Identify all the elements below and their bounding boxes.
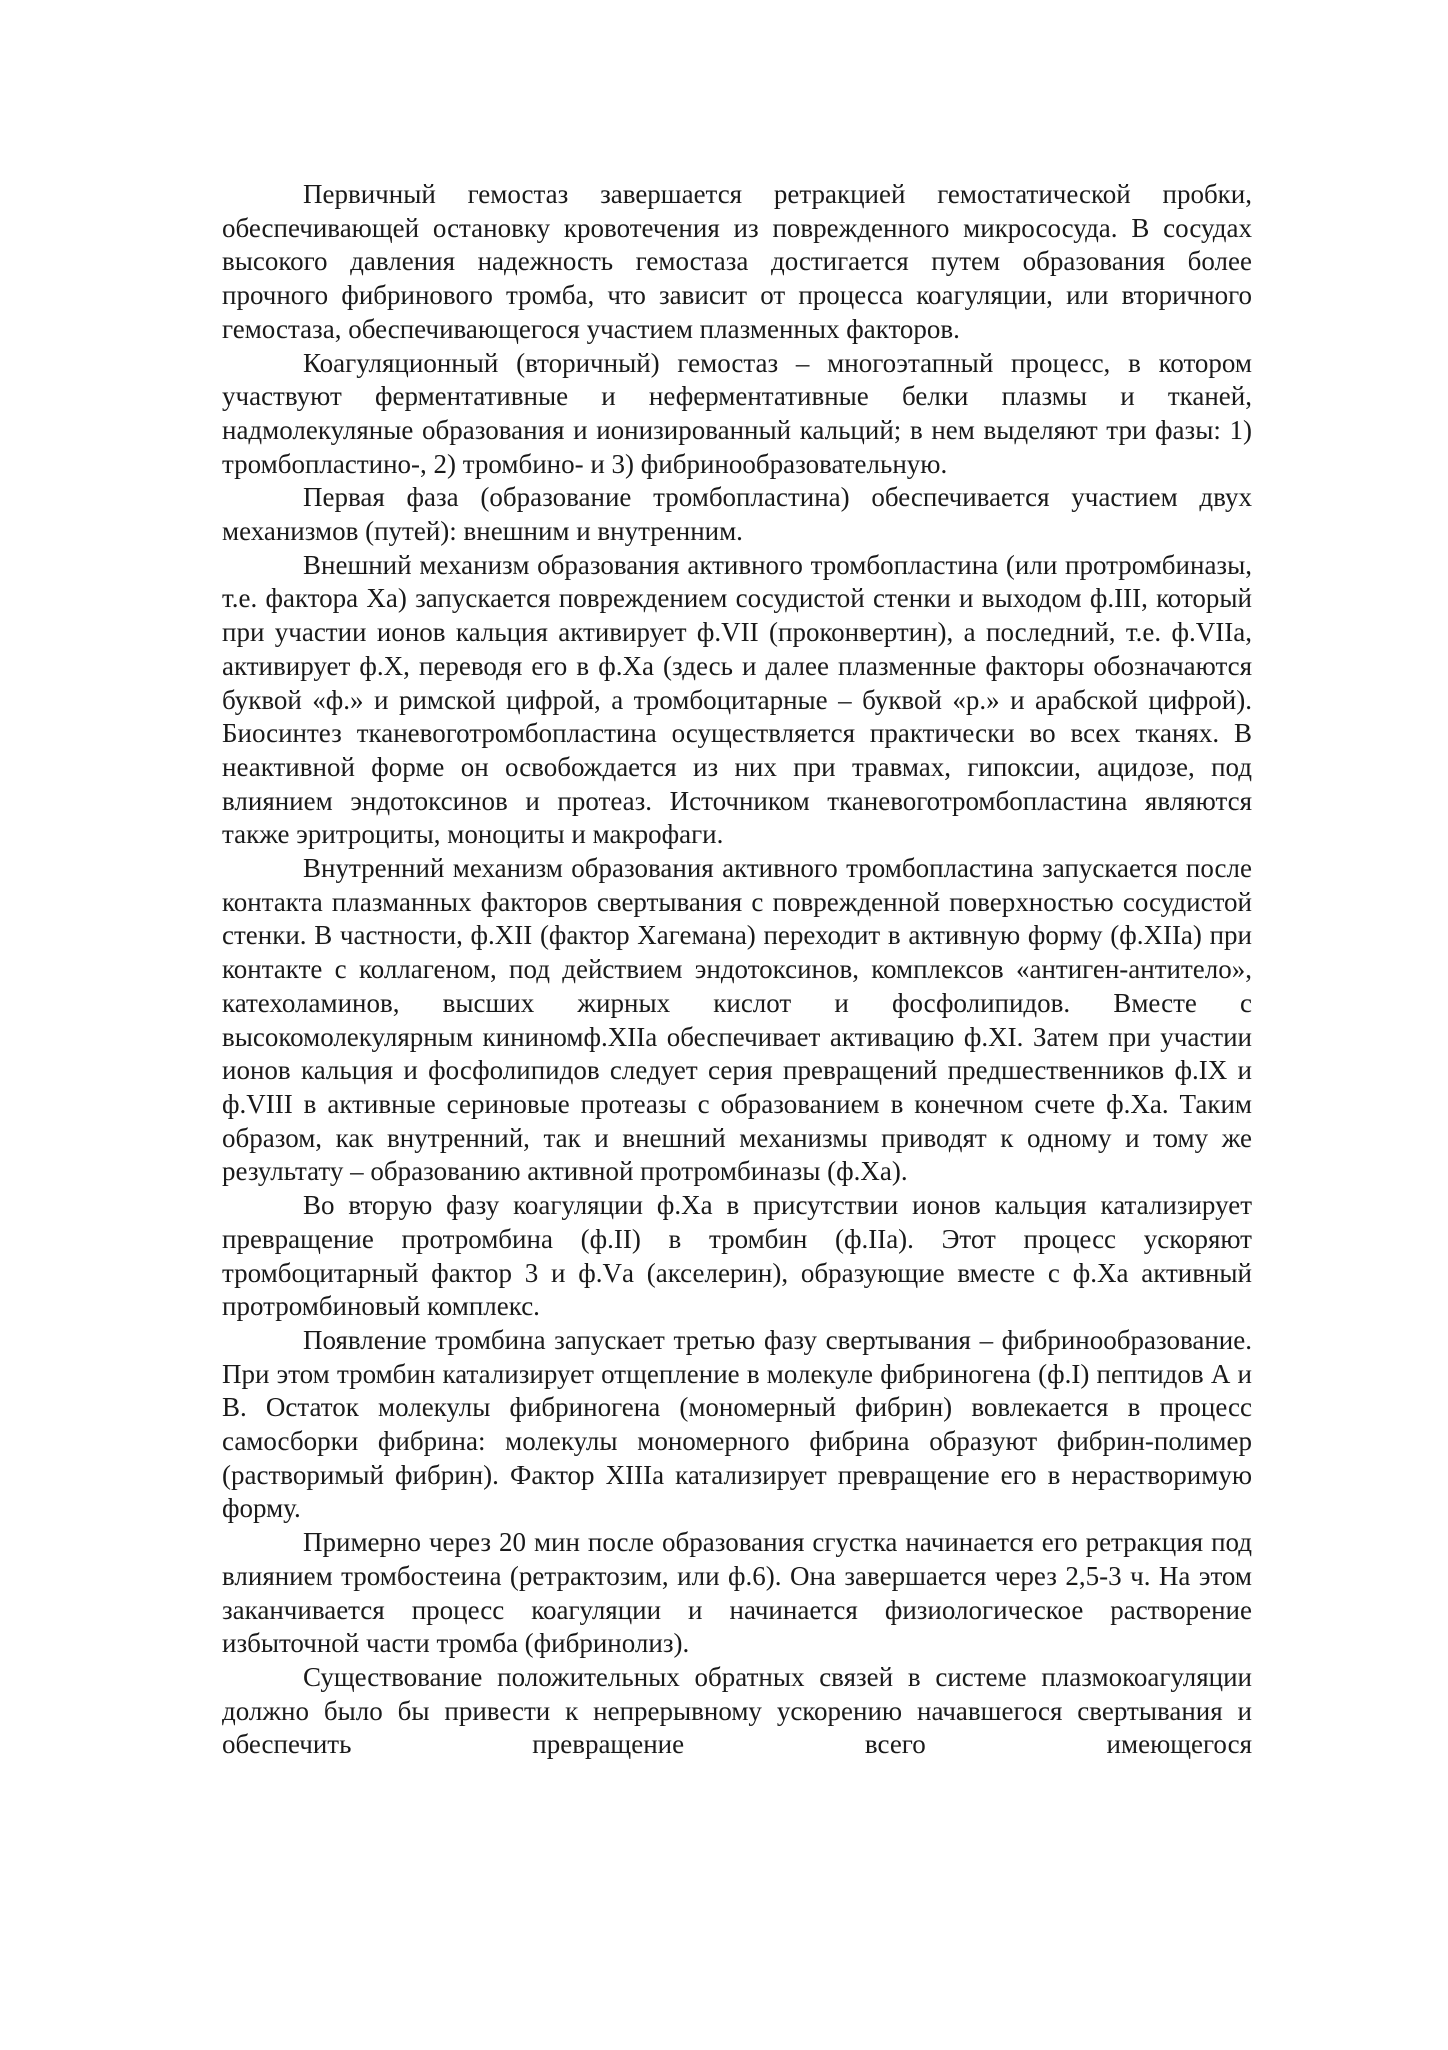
paragraph-internal-mechanism: Внутренний механизм образования активного тромбопластина запускается после контакта плазманных факторов свертывания с поврежденной поверхностью сосудистой стенки. В частности, ф.XII (фактор Хагемана) переходит в активную форму (ф.XIIа) при контакте с коллагеном, под действием эндотоксинов, комплексов «антиген-антитело», катехоламинов, высших жирных кислот и фосфолипидов. Вместе с высокомолекулярным кининомф.XIIа обеспечивает активацию ф.XI. Затем при участии ионов кальция и фосфолипидов следует серия превращений предшественников ф.IX и ф.VIII в активные сериновые протеазы с образованием в конечном счете ф.Ха. Таким образом, как внутренний, так и внешний механизмы приводят к одному и тому же результату – образованию активной протромбиназы (ф.Ха). bbox=[222, 853, 1252, 1187]
paragraph-coagulation-hemostasis: Коагуляционный (вторичный) гемостаз – многоэтапный процесс, в котором участвуют ферментативные и неферментативные белки плазмы и тканей, надмолекуляные образования и ионизированный кальций; в нем выделяют три фазы: 1) тромбопластино-, 2) тромбино- и 3) фибринообразовательную. bbox=[222, 347, 1252, 479]
document-body bbox=[222, 178, 1252, 1762]
paragraph-primary-hemostasis: Первичный гемостаз завершается ретракцией гемостатической пробки, обеспечивающей остановку кровотечения из поврежденного микрососуда. В сосудах высокого давления надежность гемостаза достигается путем образования более прочного фибринового тромба, что зависит от процесса коагуляции, или вторичного гемостаза, обеспечивающегося участием плазменных факторов. bbox=[222, 179, 1252, 344]
paragraph-external-mechanism: Внешний механизм образования активного тромбопластина (или протромбиназы, т.е. фактора Ха) запускается повреждением сосудистой стенки и выходом ф.III, который при участии ионов кальция активирует ф.VII (проконвертин), а последний, т.е. ф.VIIа, активирует ф.Х, переводя его в ф.Ха (здесь и далее плазменные факторы обозначаются буквой «ф.» и римской цифрой, а тромбоцитарные – буквой «р.» и арабской цифрой). Биосинтез тканевоготромбопластина осуществляется практически во всех тканях. В неактивной форме он освобождается из них при травмах, гипоксии, ацидозе, под влиянием эндотоксинов и протеаз. Источником тканевоготромбопластина являются также эритроциты, моноциты и макрофаги. bbox=[222, 549, 1252, 850]
paragraph-retraction: Примерно через 20 мин после образования сгустка начинается его ретракция под влиянием тромбостеина (ретрактозим, или ф.6). Она завершается через 2,5-3 ч. На этом заканчивается процесс коагуляции и начинается физиологическое растворение избыточной части тромба (фибринолиз). bbox=[222, 1527, 1252, 1659]
paragraph-third-phase: Появление тромбина запускает третью фазу свертывания – фибринообразование. При этом тромбин катализирует отщепление в молекуле фибриногена (ф.I) пептидов А и В. Остаток молекулы фибриногена (мономерный фибрин) вовлекается в процесс самосборки фибрина: молекулы мономерного фибрина образуют фибрин-полимер (растворимый фибрин). Фактор XIIIа катализирует превращение его в нерастворимую форму. bbox=[222, 1324, 1252, 1524]
paragraph-first-phase: Первая фаза (образование тромбопластина) обеспечивается участием двух механизмов (путей): внешним и внутренним. bbox=[222, 482, 1252, 547]
paragraph-feedback-loops: Существование положительных обратных связей в системе плазмокоагуляции должно было бы привести к непрерывному ускорению начавшегося свертывания и обеспечить превращение всего имеющегося bbox=[222, 1661, 1252, 1760]
paragraph-second-phase: Во вторую фазу коагуляции ф.Ха в присутствии ионов кальция катализирует превращение протромбина (ф.II) в тромбин (ф.IIа). Этот процесс ускоряют тромбоцитарный фактор 3 и ф.Vа (акселерин), образующие вместе с ф.Ха активный протромбиновый комплекс. bbox=[222, 1190, 1252, 1322]
